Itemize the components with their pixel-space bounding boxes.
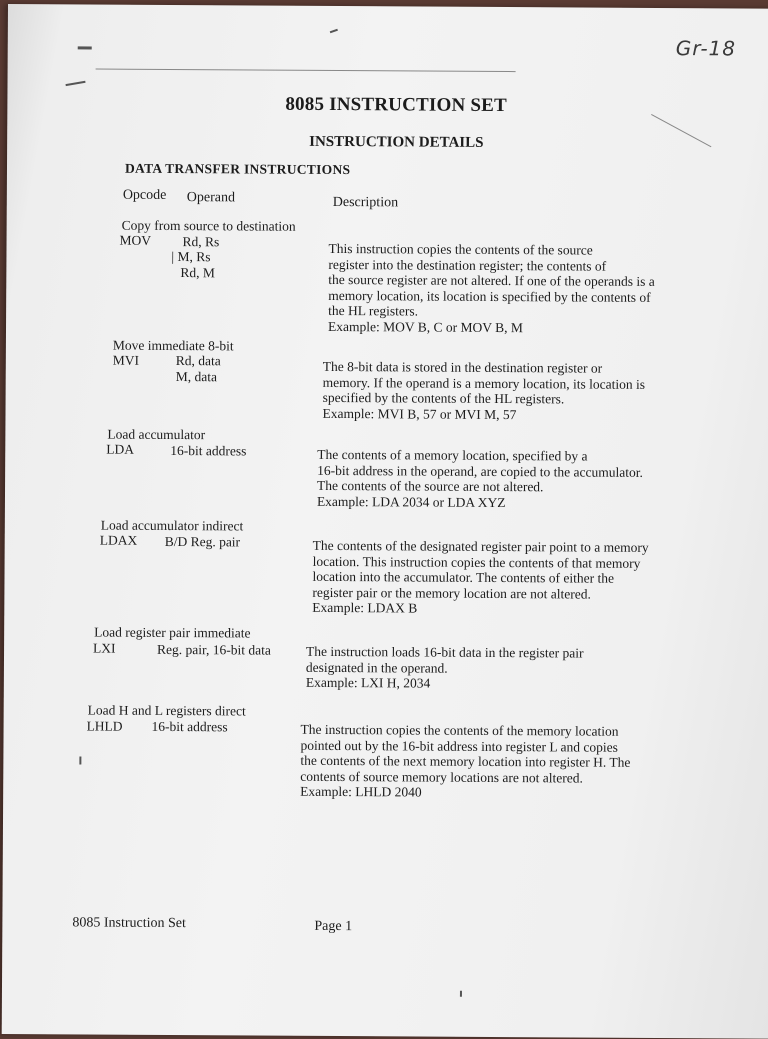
instruction-operand: Rd, M [180,265,215,281]
pen-mark [78,46,92,49]
instruction-example: Example: LHLD 2040 [300,783,422,800]
instruction-operand: M, data [175,369,218,385]
instruction-operand: 16-bit address [151,718,228,735]
column-header-opcode: Opcode [122,187,167,203]
page-number: Page 1 [314,918,353,935]
instruction-operand: B/D Reg. pair [164,533,241,550]
header-rule [96,69,516,73]
instruction-group-label: Load H and L registers direct [87,702,246,719]
instruction-description: The instruction loads 16-bit data in the register pair designated in the operand. Example: LXI H, 2034 [305,643,584,691]
instruction-description: The contents of the designated register pair point to a memory location. This instruction copies the contents of that memory location into the accumulator. The contents of either the register pair or the memory location are not altered. Example: LDAX B [312,537,649,616]
instruction-example: Example: LDAX B [312,599,418,616]
handwritten-note: Gr-18 [675,36,737,61]
instruction-opcode: LXI [93,640,116,656]
pen-mark [65,81,85,86]
instruction-group-label: Load accumulator [107,426,206,443]
instruction-group-label: Move immediate 8-bit [112,337,234,354]
instruction-opcode: LHLD [86,718,123,734]
pen-mark [79,756,81,764]
pen-mark [460,991,462,997]
instruction-description: The instruction copies the contents of the memory location pointed out by the 16-bit address into register L and copies the contents of the next memory location into register H. The contents of source memory locations are not altered. Example: LHLD 2040 [300,721,631,800]
footer-title: 8085 Instruction Set [72,915,186,932]
instruction-example: Example: LXI H, 2034 [305,674,431,691]
pen-mark [330,29,338,34]
instruction-opcode: MOV [119,232,152,248]
column-header-description: Description [332,194,399,211]
column-header-operand: Operand [186,190,236,206]
stray-line [651,114,711,147]
section-heading: DATA TRANSFER INSTRUCTIONS [124,160,351,178]
instruction-operand: 16-bit address [170,442,247,459]
instruction-operand: | M, Rs [171,249,211,265]
document-page [2,4,768,1039]
instruction-operand: Reg. pair, 16-bit data [157,641,271,658]
page-subtitle: INSTRUCTION DETAILS [309,133,484,151]
instruction-description: The contents of a memory location, specified by a 16-bit address in the operand, are copied to the accumulator. The contents of the source are not altered. Example: LDA 2034 or LDA XYZ [316,446,643,510]
instruction-operand: Rd, Rs [182,234,220,250]
instruction-opcode: LDAX [99,532,138,548]
instruction-operand: Rd, data [175,353,221,369]
page-title: 8085 INSTRUCTION SET [285,93,507,117]
instruction-group-label: Load register pair immediate [94,624,251,641]
instruction-example: Example: MOV B, C or MOV B, M [327,318,523,335]
instruction-opcode: MVI [112,352,140,368]
instruction-group-label: Copy from source to destination [121,217,296,234]
instruction-description: This instruction copies the contents of the source register into the destination register; the contents of the source register are not altered. If one of the operands is a memory location, its location is specified by the contents of the HL registers. Example: MOV B, C or MOV B, M [327,240,655,335]
instruction-description: The 8-bit data is stored in the destination register or memory. If the operand is a memory location, its location is specified by the contents of the HL registers. Example: MVI B, 57 or MVI M, 57 [322,358,646,422]
instruction-opcode: LDA [106,441,135,457]
instruction-example: Example: MVI B, 57 or MVI M, 57 [322,405,517,422]
instruction-example: Example: LDA 2034 or LDA XYZ [316,493,506,510]
instruction-group-label: Load accumulator indirect [100,517,244,534]
